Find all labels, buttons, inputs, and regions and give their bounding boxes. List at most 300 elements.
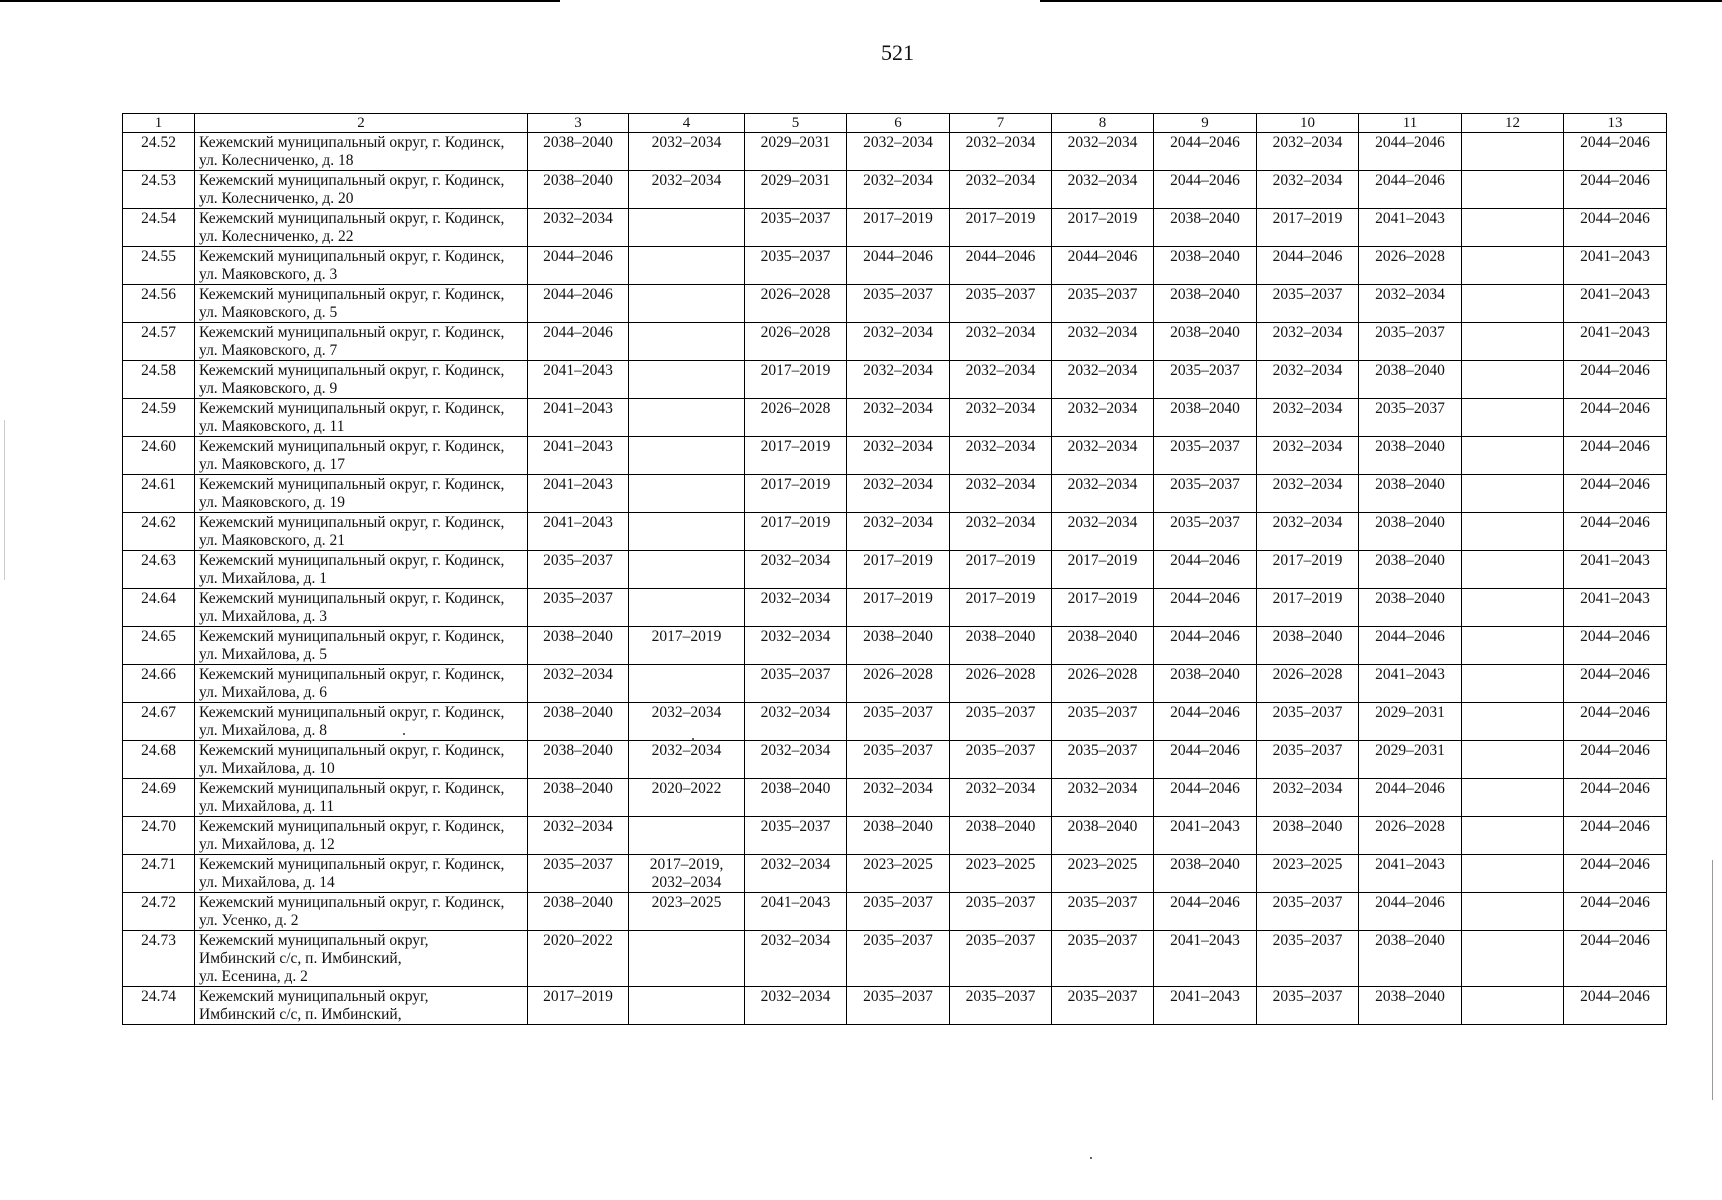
period-cell-col11: 2041–2043 [1359, 855, 1462, 893]
period-cell-col3: 2035–2037 [528, 855, 629, 893]
period-cell-col5: 2026–2028 [745, 323, 847, 361]
column-header-10: 10 [1257, 114, 1359, 133]
table-row [123, 323, 1667, 361]
address-line: ул. Маяковского, д. 21 [199, 532, 346, 549]
period-cell-col12 [1462, 779, 1564, 817]
address-cell [195, 247, 528, 285]
period-cell-col11: 2041–2043 [1359, 665, 1462, 703]
address-line: Кежемский муниципальный округ, г. Кодинск, [199, 742, 505, 759]
address-line: ул. Колесниченко, д. 20 [199, 190, 354, 207]
period-cell-col7: 2035–2037 [950, 285, 1052, 323]
period-cell-col11: 2035–2037 [1359, 323, 1462, 361]
column-header-5: 5 [745, 114, 847, 133]
table-row [123, 171, 1667, 209]
address-line: ул. Михайлова, д. 14 [199, 874, 335, 891]
period-cell-col8: 2035–2037 [1052, 893, 1154, 931]
period-cell-col3: 2044–2046 [528, 285, 629, 323]
address-line: ул. Михайлова, д. 3 [199, 608, 327, 625]
period-cell-col13: 2044–2046 [1564, 741, 1667, 779]
row-number: 24.60 [123, 437, 195, 475]
row-number: 24.56 [123, 285, 195, 323]
period-cell-col9: 2038–2040 [1154, 855, 1257, 893]
table-row [123, 817, 1667, 855]
period-cell-col10: 2026–2028 [1257, 665, 1359, 703]
period-cell-col3: 2041–2043 [528, 475, 629, 513]
period-cell-col3: 2038–2040 [528, 741, 629, 779]
period-cell-col8: 2017–2019 [1052, 209, 1154, 247]
row-number: 24.62 [123, 513, 195, 551]
address-line: Кежемский муниципальный округ, [199, 988, 429, 1005]
address-line: Кежемский муниципальный округ, г. Кодинск, [199, 818, 505, 835]
period-cell-col4: 2020–2022 [629, 779, 745, 817]
address-cell [195, 665, 528, 703]
period-cell-col11: 2038–2040 [1359, 513, 1462, 551]
period-cell-col8: 2017–2019 [1052, 589, 1154, 627]
period-cell-col3: 2041–2043 [528, 513, 629, 551]
period-cell-col9: 2038–2040 [1154, 209, 1257, 247]
period-cell-col10: 2017–2019 [1257, 551, 1359, 589]
period-cell-col6: 2023–2025 [847, 855, 950, 893]
period-cell-col13: 2044–2046 [1564, 855, 1667, 893]
period-cell-col9: 2038–2040 [1154, 285, 1257, 323]
address-cell [195, 627, 528, 665]
address-line: ул. Маяковского, д. 7 [199, 342, 338, 359]
period-cell-col10: 2035–2037 [1257, 285, 1359, 323]
period-cell-col11: 2044–2046 [1359, 133, 1462, 171]
period-cell-col3: 2044–2046 [528, 323, 629, 361]
period-cell-col11: 2038–2040 [1359, 475, 1462, 513]
period-cell-col11: 2035–2037 [1359, 399, 1462, 437]
period-cell-col9: 2038–2040 [1154, 399, 1257, 437]
period-cell-col12 [1462, 987, 1564, 1025]
period-cell-col13: 2044–2046 [1564, 361, 1667, 399]
period-cell-col13: 2044–2046 [1564, 171, 1667, 209]
table-row [123, 931, 1667, 987]
period-cell-col4 [629, 987, 745, 1025]
address-line: Кежемский муниципальный округ, г. Кодинск, [199, 286, 505, 303]
period-cell-col4 [629, 209, 745, 247]
period-cell-col3: 2038–2040 [528, 627, 629, 665]
period-cell-col12 [1462, 171, 1564, 209]
table-row [123, 893, 1667, 931]
address-cell [195, 361, 528, 399]
address-line: ул. Маяковского, д. 11 [199, 418, 345, 435]
table-row [123, 209, 1667, 247]
period-cell-col12 [1462, 817, 1564, 855]
period-cell-col7: 2038–2040 [950, 817, 1052, 855]
table-row [123, 361, 1667, 399]
address-line: Кежемский муниципальный округ, г. Кодинск, [199, 514, 505, 531]
period-cell-col3: 2035–2037 [528, 551, 629, 589]
period-cell-col8: 2032–2034 [1052, 399, 1154, 437]
period-cell-col7: 2032–2034 [950, 133, 1052, 171]
address-line: ул. Михайлова, д. 1 [199, 570, 327, 587]
period-cell-col7: 2035–2037 [950, 987, 1052, 1025]
period-cell-col9: 2044–2046 [1154, 171, 1257, 209]
scan-edge-mark [4, 420, 5, 580]
address-cell [195, 437, 528, 475]
period-cell-col4 [629, 285, 745, 323]
period-cell-col8: 2032–2034 [1052, 779, 1154, 817]
period-cell-col5: 2017–2019 [745, 475, 847, 513]
period-cell-col3: 2038–2040 [528, 133, 629, 171]
period-cell-col5: 2032–2034 [745, 703, 847, 741]
period-cell-col8: 2038–2040 [1052, 627, 1154, 665]
table-row [123, 247, 1667, 285]
row-number: 24.65 [123, 627, 195, 665]
period-cell-col8: 2038–2040 [1052, 817, 1154, 855]
address-cell [195, 171, 528, 209]
period-cell-col8: 2035–2037 [1052, 703, 1154, 741]
period-cell-col8: 2032–2034 [1052, 323, 1154, 361]
column-header-1: 1 [123, 114, 195, 133]
table-row [123, 741, 1667, 779]
row-number: 24.63 [123, 551, 195, 589]
period-cell-col8: 2032–2034 [1052, 475, 1154, 513]
period-cell-col3: 2032–2034 [528, 209, 629, 247]
address-line: ул. Колесниченко, д. 18 [199, 152, 354, 169]
column-header-6: 6 [847, 114, 950, 133]
period-cell-col8: 2032–2034 [1052, 361, 1154, 399]
period-cell-col8: 2017–2019 [1052, 551, 1154, 589]
period-cell-col12 [1462, 475, 1564, 513]
row-number: 24.55 [123, 247, 195, 285]
row-number: 24.70 [123, 817, 195, 855]
period-cell-col12 [1462, 741, 1564, 779]
address-line: ул. Колесниченко, д. 22 [199, 228, 354, 245]
row-number: 24.71 [123, 855, 195, 893]
period-cell-col4 [629, 931, 745, 987]
period-cell-col3: 2041–2043 [528, 437, 629, 475]
period-cell-col7: 2017–2019 [950, 589, 1052, 627]
period-cell-col5: 2041–2043 [745, 893, 847, 931]
period-cell-col6: 2035–2037 [847, 285, 950, 323]
scan-speck [403, 733, 405, 735]
address-line: ул. Михайлова, д. 6 [199, 684, 327, 701]
period-cell-col11: 2044–2046 [1359, 171, 1462, 209]
address-line: ул. Усенко, д. 2 [199, 912, 299, 929]
period-cell-col3: 2020–2022 [528, 931, 629, 987]
column-header-12: 12 [1462, 114, 1564, 133]
table-row [123, 665, 1667, 703]
scan-edge-mark [1712, 860, 1713, 1100]
period-cell-col8: 2032–2034 [1052, 437, 1154, 475]
table-row [123, 855, 1667, 893]
period-cell-col3: 2038–2040 [528, 893, 629, 931]
period-cell-col9: 2041–2043 [1154, 931, 1257, 987]
period-cell-col7: 2035–2037 [950, 741, 1052, 779]
address-line: Кежемский муниципальный округ, г. Кодинск, [199, 856, 505, 873]
period-cell-col6: 2035–2037 [847, 703, 950, 741]
period-cell-col12 [1462, 133, 1564, 171]
address-line: Кежемский муниципальный округ, г. Кодинск, [199, 628, 505, 645]
period-cell-col5: 2017–2019 [745, 437, 847, 475]
address-line: ул. Маяковского, д. 9 [199, 380, 338, 397]
period-cell-col4: 2032–2034 [629, 171, 745, 209]
address-cell [195, 987, 528, 1025]
period-cell-col11: 2044–2046 [1359, 893, 1462, 931]
period-cell-col11: 2038–2040 [1359, 361, 1462, 399]
column-header-8: 8 [1052, 114, 1154, 133]
row-number: 24.74 [123, 987, 195, 1025]
address-line: ул. Михайлова, д. 12 [199, 836, 335, 853]
period-cell-col6: 2017–2019 [847, 551, 950, 589]
period-cell-col9: 2044–2046 [1154, 627, 1257, 665]
address-line: ул. Михайлова, д. 8 [199, 722, 327, 739]
address-line: Кежемский муниципальный округ, г. Кодинск, [199, 400, 505, 417]
period-cell-col7: 2032–2034 [950, 323, 1052, 361]
row-number: 24.72 [123, 893, 195, 931]
row-number: 24.73 [123, 931, 195, 987]
period-cell-col10: 2044–2046 [1257, 247, 1359, 285]
period-cell-col8: 2035–2037 [1052, 931, 1154, 987]
address-line: Кежемский муниципальный округ, г. Кодинск, [199, 780, 505, 797]
row-number: 24.67 [123, 703, 195, 741]
period-cell-col9: 2035–2037 [1154, 361, 1257, 399]
period-cell-col12 [1462, 893, 1564, 931]
period-cell-col12 [1462, 703, 1564, 741]
period-cell-col11: 2044–2046 [1359, 627, 1462, 665]
period-cell-col11: 2038–2040 [1359, 437, 1462, 475]
period-cell-col5: 2032–2034 [745, 627, 847, 665]
period-cell-col5: 2029–2031 [745, 171, 847, 209]
period-cell-col6: 2032–2034 [847, 399, 950, 437]
period-cell-col7: 2032–2034 [950, 437, 1052, 475]
address-line: Кежемский муниципальный округ, г. Кодинск, [199, 172, 505, 189]
period-cell-col13: 2044–2046 [1564, 209, 1667, 247]
address-line: ул. Михайлова, д. 10 [199, 760, 335, 777]
period-cell-col4 [629, 855, 745, 893]
address-line: Кежемский муниципальный округ, г. Кодинск, [199, 476, 505, 493]
period-cell-col8: 2044–2046 [1052, 247, 1154, 285]
period-cell-col10: 2035–2037 [1257, 741, 1359, 779]
period-cell-col11: 2038–2040 [1359, 987, 1462, 1025]
period-cell-col6: 2035–2037 [847, 741, 950, 779]
period-cell-col3: 2038–2040 [528, 779, 629, 817]
period-cell-col10: 2032–2034 [1257, 361, 1359, 399]
address-cell [195, 779, 528, 817]
table-row [123, 399, 1667, 437]
row-number: 24.52 [123, 133, 195, 171]
address-line: Кежемский муниципальный округ, г. Кодинск, [199, 324, 505, 341]
period-cell-col6: 2044–2046 [847, 247, 950, 285]
address-line: Имбинский с/с, п. Имбинский, [199, 1006, 402, 1023]
period-cell-col11: 2029–2031 [1359, 703, 1462, 741]
period-cell-col5: 2017–2019 [745, 361, 847, 399]
period-cell-col10: 2032–2034 [1257, 399, 1359, 437]
address-cell [195, 475, 528, 513]
scan-speck [692, 738, 694, 740]
period-cell-col10: 2023–2025 [1257, 855, 1359, 893]
period-cell-col6: 2026–2028 [847, 665, 950, 703]
period-cell-col6: 2032–2034 [847, 361, 950, 399]
period-cell-col4 [629, 399, 745, 437]
period-cell-col11: 2038–2040 [1359, 551, 1462, 589]
column-header-2: 2 [195, 114, 528, 133]
period-cell-col5: 2035–2037 [745, 209, 847, 247]
period-cell-col9: 2038–2040 [1154, 665, 1257, 703]
period-cell-col4 [629, 247, 745, 285]
period-cell-col5: 2017–2019 [745, 513, 847, 551]
address-line: Имбинский с/с, п. Имбинский, [199, 950, 402, 967]
scan-speck [1090, 1157, 1092, 1159]
period-cell-col5: 2029–2031 [745, 133, 847, 171]
period-cell-col6: 2017–2019 [847, 589, 950, 627]
row-number: 24.54 [123, 209, 195, 247]
period-cell-col11: 2026–2028 [1359, 247, 1462, 285]
address-cell [195, 741, 528, 779]
address-line: Кежемский муниципальный округ, г. Кодинск, [199, 704, 505, 721]
address-cell [195, 893, 528, 931]
period-cell-col3: 2035–2037 [528, 589, 629, 627]
period-cell-col5: 2035–2037 [745, 247, 847, 285]
period-cell-col3: 2017–2019 [528, 987, 629, 1025]
address-line: Кежемский муниципальный округ, г. Кодинск, [199, 134, 505, 151]
row-number: 24.68 [123, 741, 195, 779]
table-row [123, 133, 1667, 171]
address-cell [195, 399, 528, 437]
period-cell-col13: 2044–2046 [1564, 513, 1667, 551]
address-line: Кежемский муниципальный округ, г. Кодинск, [199, 894, 505, 911]
period-cell-col9: 2041–2043 [1154, 817, 1257, 855]
period-cell-col13: 2041–2043 [1564, 285, 1667, 323]
period-cell-col5: 2032–2034 [745, 589, 847, 627]
column-header-11: 11 [1359, 114, 1462, 133]
period-cell-col6: 2038–2040 [847, 817, 950, 855]
period-cell-col3: 2032–2034 [528, 817, 629, 855]
address-line: ул. Маяковского, д. 5 [199, 304, 338, 321]
period-cell-col7: 2035–2037 [950, 931, 1052, 987]
period-cell-col6: 2032–2034 [847, 171, 950, 209]
row-number: 24.57 [123, 323, 195, 361]
period-cell-col3: 2038–2040 [528, 171, 629, 209]
period-cell-col12 [1462, 855, 1564, 893]
period-cell-col11: 2032–2034 [1359, 285, 1462, 323]
period-cell-col10: 2038–2040 [1257, 817, 1359, 855]
period-cell-col8: 2023–2025 [1052, 855, 1154, 893]
period-cell-col3: 2044–2046 [528, 247, 629, 285]
table-row [123, 437, 1667, 475]
column-header-4: 4 [629, 114, 745, 133]
period-cell-col6: 2032–2034 [847, 133, 950, 171]
period-cell-col6: 2038–2040 [847, 627, 950, 665]
period-cell-col9: 2035–2037 [1154, 437, 1257, 475]
period-cell-col4 [629, 665, 745, 703]
period-cell-col5: 2026–2028 [745, 399, 847, 437]
period-cell-col12 [1462, 247, 1564, 285]
period-cell-col7: 2017–2019 [950, 209, 1052, 247]
period-cell-col9: 2035–2037 [1154, 475, 1257, 513]
period-cell-col7: 2032–2034 [950, 399, 1052, 437]
period-cell-col8: 2035–2037 [1052, 285, 1154, 323]
period-cell-col5: 2032–2034 [745, 741, 847, 779]
period-cell-col8: 2035–2037 [1052, 741, 1154, 779]
address-line: ул. Маяковского, д. 19 [199, 494, 346, 511]
period-cell-col4: 2032–2034 [629, 741, 745, 779]
period-cell-col12 [1462, 627, 1564, 665]
period-cell-col13: 2041–2043 [1564, 551, 1667, 589]
period-cell-col3: 2041–2043 [528, 361, 629, 399]
period-cell-col12 [1462, 551, 1564, 589]
period-cell-col5: 2026–2028 [745, 285, 847, 323]
period-cell-col13: 2044–2046 [1564, 893, 1667, 931]
period-cell-col10: 2035–2037 [1257, 931, 1359, 987]
top-rule-gap [560, 0, 1040, 3]
column-header-7: 7 [950, 114, 1052, 133]
period-cell-col9: 2038–2040 [1154, 247, 1257, 285]
period-cell-col3: 2032–2034 [528, 665, 629, 703]
period-cell-col6: 2032–2034 [847, 779, 950, 817]
period-line: 2017–2019, [649, 856, 724, 873]
period-cell-col12 [1462, 589, 1564, 627]
header-row [123, 114, 1667, 133]
period-cell-col4 [629, 323, 745, 361]
period-cell-col13: 2044–2046 [1564, 627, 1667, 665]
period-cell-col11: 2038–2040 [1359, 589, 1462, 627]
period-cell-col4: 2032–2034 [629, 133, 745, 171]
table-row [123, 551, 1667, 589]
address-line: Кежемский муниципальный округ, г. Кодинск, [199, 666, 505, 683]
period-cell-col10: 2032–2034 [1257, 133, 1359, 171]
address-line: Кежемский муниципальный округ, г. Кодинск, [199, 210, 505, 227]
period-cell-col10: 2038–2040 [1257, 627, 1359, 665]
period-cell-col12 [1462, 399, 1564, 437]
period-cell-col4 [629, 551, 745, 589]
period-cell-col9: 2044–2046 [1154, 551, 1257, 589]
period-cell-col7: 2032–2034 [950, 475, 1052, 513]
address-line: ул. Есенина, д. 2 [199, 968, 308, 985]
address-line: Кежемский муниципальный округ, г. Кодинск, [199, 362, 505, 379]
period-cell-col4 [629, 513, 745, 551]
table-row [123, 513, 1667, 551]
period-cell-col10: 2032–2034 [1257, 437, 1359, 475]
period-cell-col10: 2032–2034 [1257, 323, 1359, 361]
period-cell-col11: 2041–2043 [1359, 209, 1462, 247]
period-cell-col12 [1462, 285, 1564, 323]
period-cell-col5: 2035–2037 [745, 817, 847, 855]
period-cell-col10: 2035–2037 [1257, 893, 1359, 931]
period-cell-col10: 2017–2019 [1257, 209, 1359, 247]
address-cell [195, 285, 528, 323]
page-number: 521 [881, 40, 914, 65]
period-cell-col9: 2035–2037 [1154, 513, 1257, 551]
address-line: Кежемский муниципальный округ, г. Кодинск, [199, 552, 505, 569]
period-cell-col13: 2044–2046 [1564, 437, 1667, 475]
period-cell-col13: 2041–2043 [1564, 323, 1667, 361]
table-row [123, 475, 1667, 513]
period-cell-col12 [1462, 513, 1564, 551]
period-cell-col6: 2032–2034 [847, 323, 950, 361]
address-line: ул. Маяковского, д. 17 [199, 456, 346, 473]
period-cell-col4 [629, 437, 745, 475]
period-cell-col7: 2038–2040 [950, 627, 1052, 665]
period-cell-col10: 2032–2034 [1257, 513, 1359, 551]
column-header-3: 3 [528, 114, 629, 133]
table-row [123, 285, 1667, 323]
period-cell-col12 [1462, 931, 1564, 987]
period-cell-col7: 2026–2028 [950, 665, 1052, 703]
address-cell [195, 931, 528, 987]
address-line: Кежемский муниципальный округ, г. Кодинск, [199, 590, 505, 607]
row-number: 24.66 [123, 665, 195, 703]
period-cell-col5: 2035–2037 [745, 665, 847, 703]
period-cell-col13: 2041–2043 [1564, 247, 1667, 285]
period-cell-col9: 2044–2046 [1154, 589, 1257, 627]
period-cell-col6: 2035–2037 [847, 893, 950, 931]
period-cell-col7: 2035–2037 [950, 893, 1052, 931]
address-cell [195, 513, 528, 551]
period-cell-col5: 2032–2034 [745, 855, 847, 893]
